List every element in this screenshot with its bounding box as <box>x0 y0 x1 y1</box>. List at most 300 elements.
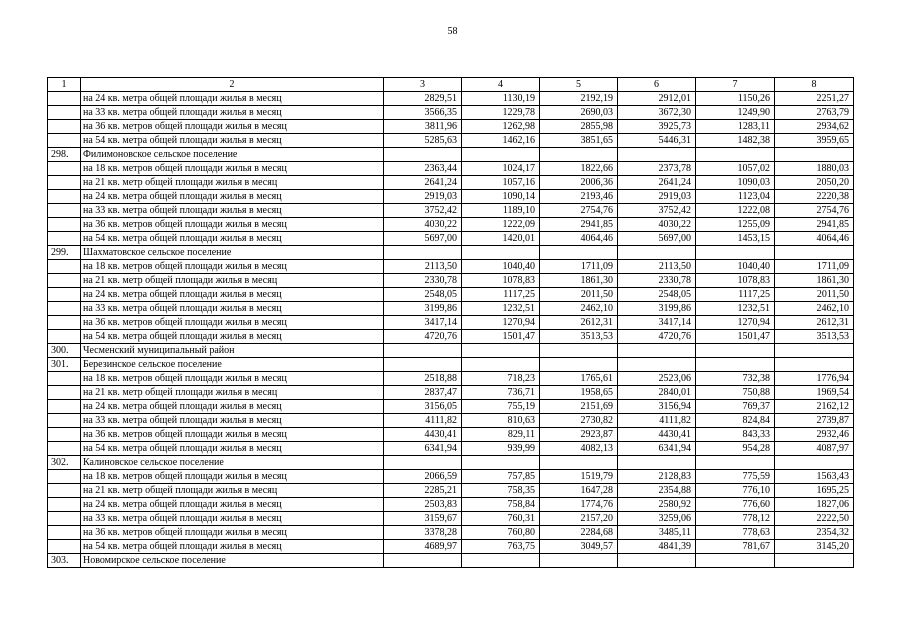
row-index-cell <box>48 512 81 526</box>
row-index-cell: 301. <box>48 358 81 372</box>
value-cell: 2919,03 <box>618 190 696 204</box>
value-cell: 3156,05 <box>384 400 462 414</box>
value-cell: 1462,16 <box>462 134 540 148</box>
row-name-cell: на 54 кв. метра общей площади жилья в месяц <box>81 540 384 554</box>
row-index-cell: 300. <box>48 344 81 358</box>
table-row <box>48 148 854 162</box>
value-cell <box>384 246 462 260</box>
row-index-cell <box>48 540 81 554</box>
value-cell: 763,75 <box>462 540 540 554</box>
value-cell: 2641,24 <box>384 176 462 190</box>
value-cell <box>775 148 854 162</box>
value-cell: 2011,50 <box>540 288 618 302</box>
value-cell: 4430,41 <box>384 428 462 442</box>
value-cell: 1040,40 <box>696 260 775 274</box>
header-cell: 6 <box>618 78 696 92</box>
table-header-row <box>48 78 854 92</box>
value-cell: 2763,79 <box>775 106 854 120</box>
value-cell: 1283,11 <box>696 120 775 134</box>
value-cell: 1861,30 <box>775 274 854 288</box>
value-cell: 3159,67 <box>384 512 462 526</box>
value-cell <box>618 358 696 372</box>
value-cell: 760,31 <box>462 512 540 526</box>
value-cell: 2330,78 <box>618 274 696 288</box>
row-index-cell <box>48 484 81 498</box>
value-cell: 775,59 <box>696 470 775 484</box>
value-cell: 4030,22 <box>384 218 462 232</box>
value-cell: 4111,82 <box>384 414 462 428</box>
table-row <box>48 316 854 330</box>
header-cell: 1 <box>48 78 81 92</box>
value-cell: 829,11 <box>462 428 540 442</box>
value-cell: 6341,94 <box>618 442 696 456</box>
value-cell: 750,88 <box>696 386 775 400</box>
value-cell: 1040,40 <box>462 260 540 274</box>
row-name-cell: на 24 кв. метра общей площади жилья в месяц <box>81 92 384 106</box>
row-index-cell <box>48 190 81 204</box>
header-cell: 4 <box>462 78 540 92</box>
row-name-cell: на 21 кв. метр общей площади жилья в месяц <box>81 484 384 498</box>
value-cell: 2284,68 <box>540 526 618 540</box>
value-cell: 3672,30 <box>618 106 696 120</box>
value-cell: 1774,76 <box>540 498 618 512</box>
value-cell: 732,38 <box>696 372 775 386</box>
value-cell: 3485,11 <box>618 526 696 540</box>
value-cell: 2612,31 <box>540 316 618 330</box>
row-index-cell: 303. <box>48 554 81 568</box>
row-index-cell <box>48 498 81 512</box>
row-index-cell <box>48 526 81 540</box>
table-row <box>48 260 854 274</box>
value-cell: 4064,46 <box>775 232 854 246</box>
row-index-cell <box>48 302 81 316</box>
value-cell: 5285,63 <box>384 134 462 148</box>
value-cell <box>384 554 462 568</box>
value-cell <box>540 456 618 470</box>
value-cell: 1078,83 <box>462 274 540 288</box>
value-cell: 4111,82 <box>618 414 696 428</box>
row-index-cell <box>48 218 81 232</box>
table-row <box>48 442 854 456</box>
value-cell <box>462 246 540 260</box>
value-cell <box>462 344 540 358</box>
value-cell: 2612,31 <box>775 316 854 330</box>
value-cell <box>540 358 618 372</box>
row-index-cell <box>48 274 81 288</box>
row-index-cell <box>48 442 81 456</box>
value-cell: 1453,15 <box>696 232 775 246</box>
value-cell: 3417,14 <box>618 316 696 330</box>
row-index-cell <box>48 260 81 274</box>
value-cell: 778,63 <box>696 526 775 540</box>
row-name-cell: на 18 кв. метров общей площади жилья в месяц <box>81 470 384 484</box>
header-cell: 5 <box>540 78 618 92</box>
value-cell: 2730,82 <box>540 414 618 428</box>
value-cell: 3378,28 <box>384 526 462 540</box>
value-cell: 2011,50 <box>775 288 854 302</box>
value-cell: 3199,86 <box>618 302 696 316</box>
value-cell: 2941,85 <box>540 218 618 232</box>
row-name-cell: на 21 кв. метр общей площади жилья в месяц <box>81 274 384 288</box>
value-cell: 2641,24 <box>618 176 696 190</box>
value-cell: 2330,78 <box>384 274 462 288</box>
value-cell: 6341,94 <box>384 442 462 456</box>
value-cell: 1222,08 <box>696 204 775 218</box>
value-cell <box>775 246 854 260</box>
value-cell: 1765,61 <box>540 372 618 386</box>
header-cell: 3 <box>384 78 462 92</box>
row-index-cell <box>48 106 81 120</box>
row-index-cell <box>48 316 81 330</box>
value-cell: 2919,03 <box>384 190 462 204</box>
page-number: 58 <box>447 26 458 37</box>
value-cell <box>775 344 854 358</box>
value-cell: 1232,51 <box>696 302 775 316</box>
value-cell <box>462 358 540 372</box>
value-cell: 758,35 <box>462 484 540 498</box>
row-index-cell: 302. <box>48 456 81 470</box>
row-index-cell <box>48 330 81 344</box>
row-name-cell: Калиновское сельское поселение <box>81 456 384 470</box>
value-cell: 3049,57 <box>540 540 618 554</box>
value-cell: 1222,09 <box>462 218 540 232</box>
row-name-cell: Новомирское сельское поселение <box>81 554 384 568</box>
value-cell <box>696 358 775 372</box>
value-cell: 5697,00 <box>618 232 696 246</box>
value-cell <box>540 344 618 358</box>
row-index-cell <box>48 470 81 484</box>
value-cell: 2932,46 <box>775 428 854 442</box>
value-cell: 2128,83 <box>618 470 696 484</box>
value-cell: 1958,65 <box>540 386 618 400</box>
value-cell <box>618 246 696 260</box>
value-cell: 1270,94 <box>462 316 540 330</box>
row-name-cell: на 24 кв. метра общей площади жилья в месяц <box>81 400 384 414</box>
value-cell: 757,85 <box>462 470 540 484</box>
value-cell: 1711,09 <box>775 260 854 274</box>
value-cell <box>462 456 540 470</box>
table-row <box>48 246 854 260</box>
row-index-cell <box>48 386 81 400</box>
value-cell <box>696 246 775 260</box>
row-name-cell: Березинское сельское поселение <box>81 358 384 372</box>
row-name-cell: на 54 кв. метра общей площади жилья в месяц <box>81 134 384 148</box>
value-cell: 1090,03 <box>696 176 775 190</box>
value-cell <box>696 554 775 568</box>
value-cell: 1501,47 <box>696 330 775 344</box>
value-cell: 2941,85 <box>775 218 854 232</box>
value-cell: 1969,54 <box>775 386 854 400</box>
row-name-cell: на 18 кв. метров общей площади жилья в месяц <box>81 372 384 386</box>
value-cell: 3566,35 <box>384 106 462 120</box>
table-row <box>48 288 854 302</box>
row-name-cell: на 36 кв. метров общей площади жилья в месяц <box>81 526 384 540</box>
value-cell: 3752,42 <box>618 204 696 218</box>
row-index-cell <box>48 428 81 442</box>
value-cell: 1057,02 <box>696 162 775 176</box>
value-cell: 3752,42 <box>384 204 462 218</box>
value-cell: 1776,94 <box>775 372 854 386</box>
value-cell: 2363,44 <box>384 162 462 176</box>
value-cell <box>540 554 618 568</box>
table-row <box>48 190 854 204</box>
value-cell <box>384 456 462 470</box>
value-cell: 1024,17 <box>462 162 540 176</box>
value-cell: 2462,10 <box>540 302 618 316</box>
value-cell: 3259,06 <box>618 512 696 526</box>
value-cell: 755,19 <box>462 400 540 414</box>
table-row <box>48 120 854 134</box>
value-cell: 3145,20 <box>775 540 854 554</box>
value-cell <box>696 148 775 162</box>
value-cell <box>775 554 854 568</box>
table-row <box>48 554 854 568</box>
value-cell: 843,33 <box>696 428 775 442</box>
value-cell: 3513,53 <box>775 330 854 344</box>
value-cell: 2912,01 <box>618 92 696 106</box>
table-row <box>48 540 854 554</box>
value-cell: 1123,04 <box>696 190 775 204</box>
table-row <box>48 106 854 120</box>
value-cell: 2829,51 <box>384 92 462 106</box>
value-cell: 3199,86 <box>384 302 462 316</box>
table-row <box>48 218 854 232</box>
value-cell <box>618 148 696 162</box>
value-cell: 1695,25 <box>775 484 854 498</box>
value-cell: 2354,88 <box>618 484 696 498</box>
value-cell: 2373,78 <box>618 162 696 176</box>
value-cell: 2754,76 <box>540 204 618 218</box>
value-cell: 2754,76 <box>775 204 854 218</box>
value-cell: 2739,87 <box>775 414 854 428</box>
value-cell: 3417,14 <box>384 316 462 330</box>
row-name-cell: Чесменский муниципальный район <box>81 344 384 358</box>
value-cell: 1229,78 <box>462 106 540 120</box>
table-row <box>48 512 854 526</box>
table-row <box>48 92 854 106</box>
row-index-cell <box>48 372 81 386</box>
value-cell <box>384 148 462 162</box>
value-cell <box>540 148 618 162</box>
table-row <box>48 372 854 386</box>
value-cell: 2006,36 <box>540 176 618 190</box>
table-row <box>48 400 854 414</box>
value-cell: 954,28 <box>696 442 775 456</box>
table-row <box>48 484 854 498</box>
table-row <box>48 358 854 372</box>
row-name-cell: на 33 кв. метра общей площади жилья в месяц <box>81 106 384 120</box>
value-cell: 1501,47 <box>462 330 540 344</box>
row-name-cell: на 54 кв. метра общей площади жилья в месяц <box>81 442 384 456</box>
value-cell: 2690,03 <box>540 106 618 120</box>
value-cell: 1255,09 <box>696 218 775 232</box>
value-cell: 718,23 <box>462 372 540 386</box>
value-cell: 1482,38 <box>696 134 775 148</box>
value-cell: 5446,31 <box>618 134 696 148</box>
value-cell: 2837,47 <box>384 386 462 400</box>
row-index-cell <box>48 92 81 106</box>
value-cell <box>384 358 462 372</box>
value-cell: 776,10 <box>696 484 775 498</box>
value-cell: 3811,96 <box>384 120 462 134</box>
value-cell: 2503,83 <box>384 498 462 512</box>
value-cell: 2220,38 <box>775 190 854 204</box>
value-cell: 3851,65 <box>540 134 618 148</box>
value-cell: 2580,92 <box>618 498 696 512</box>
value-cell: 5697,00 <box>384 232 462 246</box>
table-row <box>48 414 854 428</box>
value-cell: 1647,28 <box>540 484 618 498</box>
value-cell: 2462,10 <box>775 302 854 316</box>
row-index-cell <box>48 400 81 414</box>
value-cell <box>462 148 540 162</box>
row-index-cell <box>48 120 81 134</box>
value-cell: 2222,50 <box>775 512 854 526</box>
table-row <box>48 274 854 288</box>
row-name-cell: на 54 кв. метра общей площади жилья в месяц <box>81 330 384 344</box>
value-cell: 778,12 <box>696 512 775 526</box>
value-cell: 2192,19 <box>540 92 618 106</box>
value-cell: 2518,88 <box>384 372 462 386</box>
row-index-cell <box>48 134 81 148</box>
value-cell: 1078,83 <box>696 274 775 288</box>
value-cell: 2162,12 <box>775 400 854 414</box>
table-row <box>48 302 854 316</box>
value-cell: 1117,25 <box>462 288 540 302</box>
value-cell: 2285,21 <box>384 484 462 498</box>
value-cell: 776,60 <box>696 498 775 512</box>
row-name-cell: на 24 кв. метра общей площади жилья в месяц <box>81 288 384 302</box>
value-cell: 1189,10 <box>462 204 540 218</box>
value-cell: 2193,46 <box>540 190 618 204</box>
value-cell: 4064,46 <box>540 232 618 246</box>
table-row <box>48 386 854 400</box>
row-name-cell: на 33 кв. метра общей площади жилья в месяц <box>81 414 384 428</box>
value-cell <box>775 358 854 372</box>
value-cell: 1057,16 <box>462 176 540 190</box>
table-row <box>48 232 854 246</box>
value-cell: 1232,51 <box>462 302 540 316</box>
row-name-cell: на 36 кв. метров общей площади жилья в месяц <box>81 218 384 232</box>
header-cell: 2 <box>81 78 384 92</box>
value-cell: 1150,26 <box>696 92 775 106</box>
value-cell: 2548,05 <box>384 288 462 302</box>
value-cell: 1262,98 <box>462 120 540 134</box>
row-name-cell: Шахматовское сельское поселение <box>81 246 384 260</box>
value-cell: 4689,97 <box>384 540 462 554</box>
row-index-cell <box>48 414 81 428</box>
value-cell: 1563,43 <box>775 470 854 484</box>
value-cell: 2354,32 <box>775 526 854 540</box>
row-index-cell <box>48 288 81 302</box>
value-cell <box>696 344 775 358</box>
row-name-cell: на 18 кв. метров общей площади жилья в месяц <box>81 162 384 176</box>
value-cell: 1420,01 <box>462 232 540 246</box>
row-name-cell: на 24 кв. метра общей площади жилья в месяц <box>81 498 384 512</box>
table-row <box>48 498 854 512</box>
value-cell: 2157,20 <box>540 512 618 526</box>
value-cell: 1130,19 <box>462 92 540 106</box>
tariff-table <box>47 77 854 568</box>
row-name-cell: на 33 кв. метра общей площади жилья в месяц <box>81 302 384 316</box>
value-cell: 1827,06 <box>775 498 854 512</box>
value-cell: 3156,94 <box>618 400 696 414</box>
value-cell: 810,63 <box>462 414 540 428</box>
value-cell: 4082,13 <box>540 442 618 456</box>
table-row <box>48 344 854 358</box>
value-cell: 4720,76 <box>618 330 696 344</box>
table-row <box>48 456 854 470</box>
value-cell: 2113,50 <box>384 260 462 274</box>
header-cell: 7 <box>696 78 775 92</box>
table-row <box>48 162 854 176</box>
row-name-cell: на 33 кв. метра общей площади жилья в месяц <box>81 204 384 218</box>
value-cell <box>696 456 775 470</box>
value-cell: 2113,50 <box>618 260 696 274</box>
value-cell: 3959,65 <box>775 134 854 148</box>
value-cell <box>775 456 854 470</box>
row-index-cell <box>48 232 81 246</box>
value-cell: 4087,97 <box>775 442 854 456</box>
value-cell: 4030,22 <box>618 218 696 232</box>
value-cell: 769,37 <box>696 400 775 414</box>
value-cell: 1861,30 <box>540 274 618 288</box>
value-cell <box>618 554 696 568</box>
value-cell: 2523,06 <box>618 372 696 386</box>
value-cell: 1880,03 <box>775 162 854 176</box>
table-row <box>48 204 854 218</box>
value-cell: 781,67 <box>696 540 775 554</box>
value-cell: 2923,87 <box>540 428 618 442</box>
value-cell <box>618 344 696 358</box>
row-name-cell: на 36 кв. метров общей площади жилья в месяц <box>81 316 384 330</box>
value-cell <box>618 456 696 470</box>
table-row <box>48 330 854 344</box>
row-name-cell: на 18 кв. метров общей площади жилья в месяц <box>81 260 384 274</box>
value-cell: 1711,09 <box>540 260 618 274</box>
value-cell: 2855,98 <box>540 120 618 134</box>
value-cell: 4430,41 <box>618 428 696 442</box>
value-cell: 1117,25 <box>696 288 775 302</box>
value-cell: 4841,39 <box>618 540 696 554</box>
value-cell: 1249,90 <box>696 106 775 120</box>
row-name-cell: на 21 кв. метр общей площади жилья в месяц <box>81 176 384 190</box>
table-row <box>48 470 854 484</box>
row-name-cell: на 36 кв. метров общей площади жилья в месяц <box>81 120 384 134</box>
value-cell: 3925,73 <box>618 120 696 134</box>
table-row <box>48 428 854 442</box>
value-cell: 4720,76 <box>384 330 462 344</box>
header-cell: 8 <box>775 78 854 92</box>
table-row <box>48 134 854 148</box>
row-index-cell <box>48 204 81 218</box>
value-cell: 1090,14 <box>462 190 540 204</box>
row-name-cell: на 36 кв. метров общей площади жилья в месяц <box>81 428 384 442</box>
table-row <box>48 526 854 540</box>
row-index-cell: 299. <box>48 246 81 260</box>
value-cell <box>462 554 540 568</box>
table-row <box>48 176 854 190</box>
row-name-cell: на 21 кв. метр общей площади жилья в месяц <box>81 386 384 400</box>
value-cell: 2840,01 <box>618 386 696 400</box>
value-cell: 939,99 <box>462 442 540 456</box>
value-cell: 2934,62 <box>775 120 854 134</box>
value-cell: 2066,59 <box>384 470 462 484</box>
row-name-cell: Филимоновское сельское поселение <box>81 148 384 162</box>
value-cell: 1822,66 <box>540 162 618 176</box>
value-cell: 736,71 <box>462 386 540 400</box>
value-cell: 2151,69 <box>540 400 618 414</box>
